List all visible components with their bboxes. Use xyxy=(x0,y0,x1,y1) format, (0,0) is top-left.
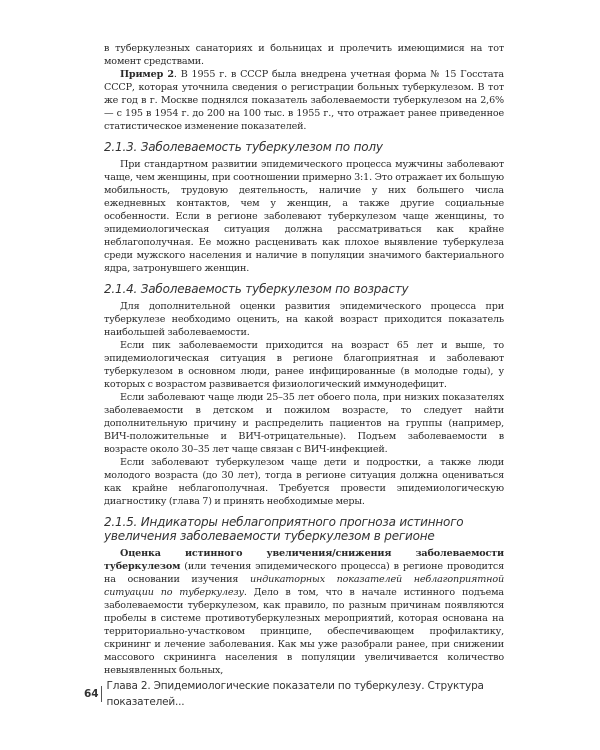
paragraph-by-sex: При стандартном развитии эпидемического процесса мужчины заболевают чаще, чем женщины, при соотношении примерно 3:1. Это отражает их большую мобильность, трудовую деятельность, наличие у них большего числа ежедневных контактов, чем у женщин, а также другие социальные особенности. Если в регионе заболевают туберкулезом чаще женщины, то эпидемиологическая ситуация должна рассматриваться как крайне неблагополучная. Ее можно расценивать как плохое выявление туберкулеза среди мужского населения и наличие в популяции значимого бактериального ядра, затронувшего женщин. xyxy=(104,159,504,274)
page-footer xyxy=(84,680,524,708)
indicators-italic-term: индикаторных показателей неблагоприятной ситуации по туберкулезу xyxy=(104,574,504,598)
indicators-text-a: (или течения эпидемического процесса) в регионе проводится на основании изучения xyxy=(104,561,504,585)
paragraph-age-1: Для дополнительной оценки развития эпидемического процесса при туберкулезе необходимо оценить, на какой возраст приходится показатель наибольшей заболеваемости. xyxy=(104,301,504,338)
paragraph-age-4: Если заболевают туберкулезом чаще дети и подростки, а также люди молодого возраста (до 30 лет), тогда в регионе ситуация должна оцениваться как крайне неблагополучная. Требуется провести эпидемиологическую диагностику (глава 7) и принять необходимые меры. xyxy=(104,457,504,507)
paragraph-continuation: в туберкулезных санаториях и больницах и пролечить имеющимися на тот момент средствами. xyxy=(104,43,504,67)
paragraph-age-2: Если пик заболеваемости приходится на возраст 65 лет и выше, то эпидемиологическая ситуация в регионе благоприятная и заболевают туберкулезом в основном люди, ранее инфицированные (в молодые годы), у которых с возрастом развивается физиологический иммунодефицит. xyxy=(104,340,504,390)
section-heading-by-sex: 2.1.3. Заболеваемость туберкулезом по полу xyxy=(104,140,383,154)
section-heading-by-age: 2.1.4. Заболеваемость туберкулезом по возрасту xyxy=(104,282,409,296)
example-text: . В 1955 г. в СССР была внедрена учетная форма № 15 Госстата СССР, которая уточнила сведения о регистрации больных туберкулезом. В тот же год в г. Москве поднялся показатель заболеваемости туберкулезом на 2,6% — с 195 в 1954 г. до 200 на 100 тыс. в 1955 г., что отражает ранее приведенное статистическое изменение показателей. xyxy=(104,69,505,132)
section-heading-indicators: 2.1.5. Индикаторы неблагоприятного прогноза истинного увеличения заболеваемости туберкулезом в регионе xyxy=(104,515,464,543)
page-body xyxy=(104,42,504,677)
indicators-text-b: . Дело в том, что в начале истинного подъема заболеваемости туберкулезом, как правило, по разным причинам появляются пробелы в системе противотуберкулезных мероприятий, которая основана на территориально-участковом принципе, обеспечивающем профилактику, скрининг и лечение заболевания. Как мы уже разобрали ранее, при снижении массового скрининга населения в популяции увеличивается количество невыявленных больных, xyxy=(104,587,504,676)
running-title: Глава 2. Эпидемиологические показатели по туберкулезу. Структура показателей... xyxy=(106,680,484,708)
paragraph-indicators xyxy=(104,547,504,677)
indicators-bold-lead: Оценка истинного увеличения/снижения заболеваемости туберкулезом xyxy=(104,548,504,572)
paragraph-age-3: Если заболевают чаще люди 25–35 лет обоего пола, при низких показателях заболеваемости в детском и пожилом возрасте, то следует найти дополнительную причину и распределить пациентов на группы (например, ВИЧ-положительные и ВИЧ-отрицательные). Подъем заболеваемости в возрасте около 30–35 лет чаще связан с ВИЧ-инфекцией. xyxy=(104,392,504,455)
example-paragraph xyxy=(104,68,504,133)
example-label: Пример 2 xyxy=(120,69,174,80)
page-number: 64 xyxy=(84,688,99,700)
footer-divider xyxy=(101,686,102,702)
